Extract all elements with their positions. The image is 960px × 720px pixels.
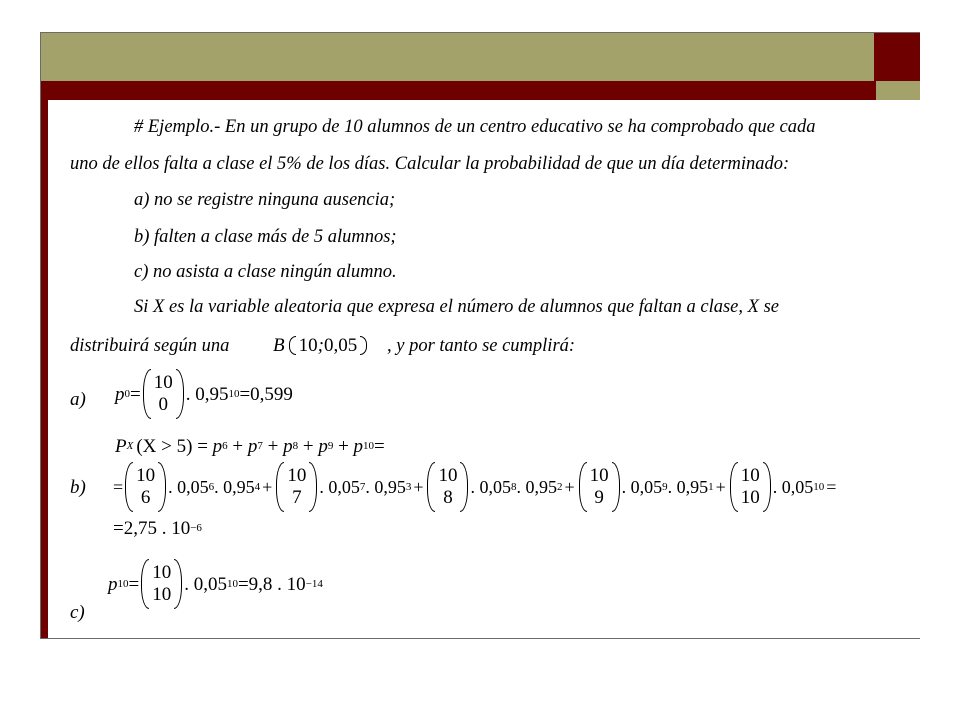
power-base: . 0,95: [185, 383, 229, 405]
binomial-coefficient-b: [427, 462, 468, 512]
binom-bottom-b: 7: [292, 487, 302, 508]
result-c-base: =9,8 . 10: [237, 573, 306, 595]
solution-a-label: a): [70, 389, 86, 410]
factor-005: . 0,05: [319, 477, 360, 497]
item-b: b) falten a clase más de 5 alumnos;: [134, 227, 397, 247]
solution-b-label: b): [70, 477, 86, 498]
factor-005: . 0,05: [168, 477, 209, 497]
corner-accent: [874, 33, 920, 81]
solution-a: p 0 = 10 0 . 0,95 10 =0,599: [115, 368, 293, 420]
p-symbol-c: p: [108, 573, 118, 595]
binom-bottom-b: 6: [140, 487, 151, 508]
slide-content: [48, 100, 920, 638]
dist-params: [289, 336, 368, 355]
binomial-coefficient-b: [579, 462, 620, 512]
binom-top-b: 10: [287, 465, 307, 487]
equals-c: =: [128, 573, 140, 595]
solution-b-sum: = 10 6 . 0,05 6 . 0,95 4 + 10 7 . 0,05 7 . 0,95 3 + 10 8 . 0,05 8 . 0,95 2 + 10 9 . 0,05 9 . 0,95 1 + 10 10 . 0,05 10 =: [113, 460, 838, 514]
dist-p: 0,05: [323, 334, 358, 356]
binom-top-b: 10: [589, 465, 609, 487]
example-line-1: # Ejemplo.- En un grupo de 10 alumnos de un centro educativo se ha comprobado que cada: [134, 117, 816, 137]
factor-005: . 0,05: [772, 477, 814, 497]
factor-095: . 0,95: [667, 477, 709, 497]
factor-095: . 0,95: [516, 477, 557, 497]
dist-n: 10: [298, 334, 318, 356]
dist-sep: ;: [317, 334, 324, 356]
binom-bottom-c: 10: [152, 584, 172, 605]
factor-005: . 0,05: [621, 477, 663, 497]
header-band: [41, 33, 874, 81]
binom-top: 10: [153, 372, 173, 394]
P-sub: X: [126, 440, 134, 452]
condition: (X > 5): [136, 435, 193, 457]
distribution-outro: , y por tanto se cumplirá:: [387, 336, 576, 356]
left-accent-bar: [41, 81, 48, 638]
binomial-coefficient-c: [141, 559, 182, 609]
solution-b-result: =2,75 . 10 −6: [113, 517, 202, 539]
solution-b-header: P X (X > 5) = p 6 + p 7 + p 8 + p 9 + p 10 =: [115, 435, 385, 457]
header-divider: [41, 81, 920, 100]
binom-top-b: 10: [740, 465, 760, 487]
binomial-coefficient-b: [276, 462, 317, 512]
solution-c-label: c): [70, 602, 85, 623]
result-a: =0,599: [239, 383, 293, 405]
power-base-c: . 0,05: [184, 573, 227, 595]
binom-bottom: 0: [158, 394, 168, 415]
corner-notch: [876, 81, 920, 100]
binomial-coefficient-b: [730, 462, 771, 512]
dist-B: B: [273, 334, 285, 356]
binomial-distribution: [273, 328, 367, 362]
factor-095: . 0,95: [365, 477, 406, 497]
factor-005: . 0,05: [470, 477, 511, 497]
result-b-base: =2,75 . 10: [113, 517, 191, 539]
binom-top-b: 10: [438, 465, 458, 487]
binom-bottom-b: 8: [443, 487, 453, 508]
solution-c: p 10 = 10 10 . 0,05 10 =9,8 . 10 −14: [108, 555, 323, 613]
binom-bottom-b: 10: [740, 487, 760, 508]
example-line-2: uno de ellos falta a clase el 5% de los días. Calcular la probabilidad de que un día determinado:: [70, 154, 790, 174]
distribution-intro: distribuirá según una: [70, 336, 230, 356]
item-a: a) no se registre ninguna ausencia;: [134, 190, 396, 210]
equals: =: [130, 383, 141, 405]
factor-095: . 0,95: [214, 477, 255, 497]
binomial-coefficient: [143, 369, 184, 419]
binomial-coefficient-b: [125, 462, 166, 512]
binom-top-b: 10: [136, 465, 156, 487]
binom-top-c: 10: [152, 562, 172, 584]
binom-bottom-b: 9: [594, 487, 604, 508]
header-equals: =: [374, 435, 385, 457]
item-c: c) no asista a clase ningún alumno.: [134, 262, 397, 282]
p-symbol: p: [115, 383, 125, 405]
slide-frame: [40, 32, 920, 639]
variable-line: Si X es la variable aleatoria que expresa el número de alumnos que faltan a clase, X se: [134, 297, 779, 317]
P-symbol: P: [115, 435, 127, 457]
